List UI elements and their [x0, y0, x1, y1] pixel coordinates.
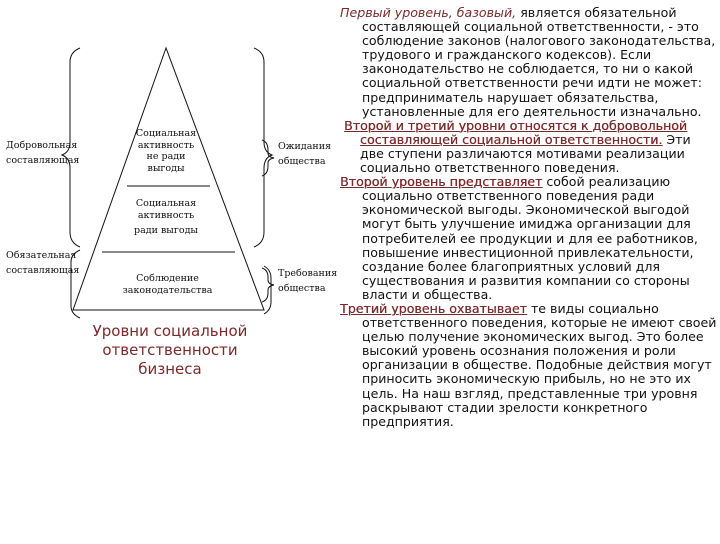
right-bracket-upper: [254, 48, 272, 247]
paragraph-third-level: [338, 302, 718, 429]
pyramid-outline: [73, 48, 264, 310]
paragraph-second-third-levels: [338, 119, 718, 175]
second-level-body: собой реализацию социально ответственного поведения ради экономической выгоды. Экономической выгодой могут быть улучшение имиджа организации для потребителей ее продукции и для ее работников, повышение инвестиционной привлекательности, создание более благоприятных условий для существования и развития компании со стороны власти и общества.: [362, 174, 698, 302]
paragraph-first-level: [338, 6, 718, 119]
third-level-lead: Третий уровень охватывает: [340, 300, 527, 316]
first-level-lead: Первый уровень, базовый,: [340, 5, 517, 20]
level-bottom-label: Соблюдение законодательства: [122, 273, 213, 296]
paragraph-second-level: [338, 175, 718, 302]
diagram-caption: Уровни социальной ответственности бизнеса: [92, 322, 248, 378]
pyramid-diagram: [0, 0, 338, 540]
right-brace-requirements: [262, 268, 274, 302]
second-level-lead: Второй уровень представляет: [340, 174, 543, 190]
level-top-label: Социальная активность не ради выгоды: [135, 128, 197, 174]
level-middle-label: Социальная активность ради выгоды: [134, 198, 198, 236]
right-label-expectations: Ожидания общества: [278, 141, 332, 167]
third-level-body: те виды социально ответственного поведения, которые не имеют своей целью получение экономических выгод. Это более высокий уровень осознания положения и роли организации в обществе. Подобные действия могут приносить экономическую прибыль, но не это их цель. На наш взгляд, представленные три уровня раскрывают стадии зрелости конкретного предприятия.: [362, 300, 717, 429]
left-label-mandatory: Обязательная составляющая: [6, 250, 80, 276]
second-third-lead: Второй и третий уровни относятся к добровольной составляющей социальной ответственности.: [344, 117, 688, 147]
left-label-voluntary: Добровольная составляющая: [6, 140, 80, 166]
body-text: [338, 6, 718, 429]
second-third-body: Эти две ступени различаются мотивами реализации социально ответственного поведения.: [360, 131, 691, 176]
right-label-requirements: Требования общества: [278, 268, 338, 294]
first-level-body: является обязательной составляющей социальной ответственности, - это соблюдение законов (налогового законодательства, трудового и гражданского кодексов). Если законодательство не соблюдается, то ни о какой социальной ответственности речи идти не может: предприниматель нарушает обязательства, установленные для его деятельности изначально.: [362, 5, 716, 119]
